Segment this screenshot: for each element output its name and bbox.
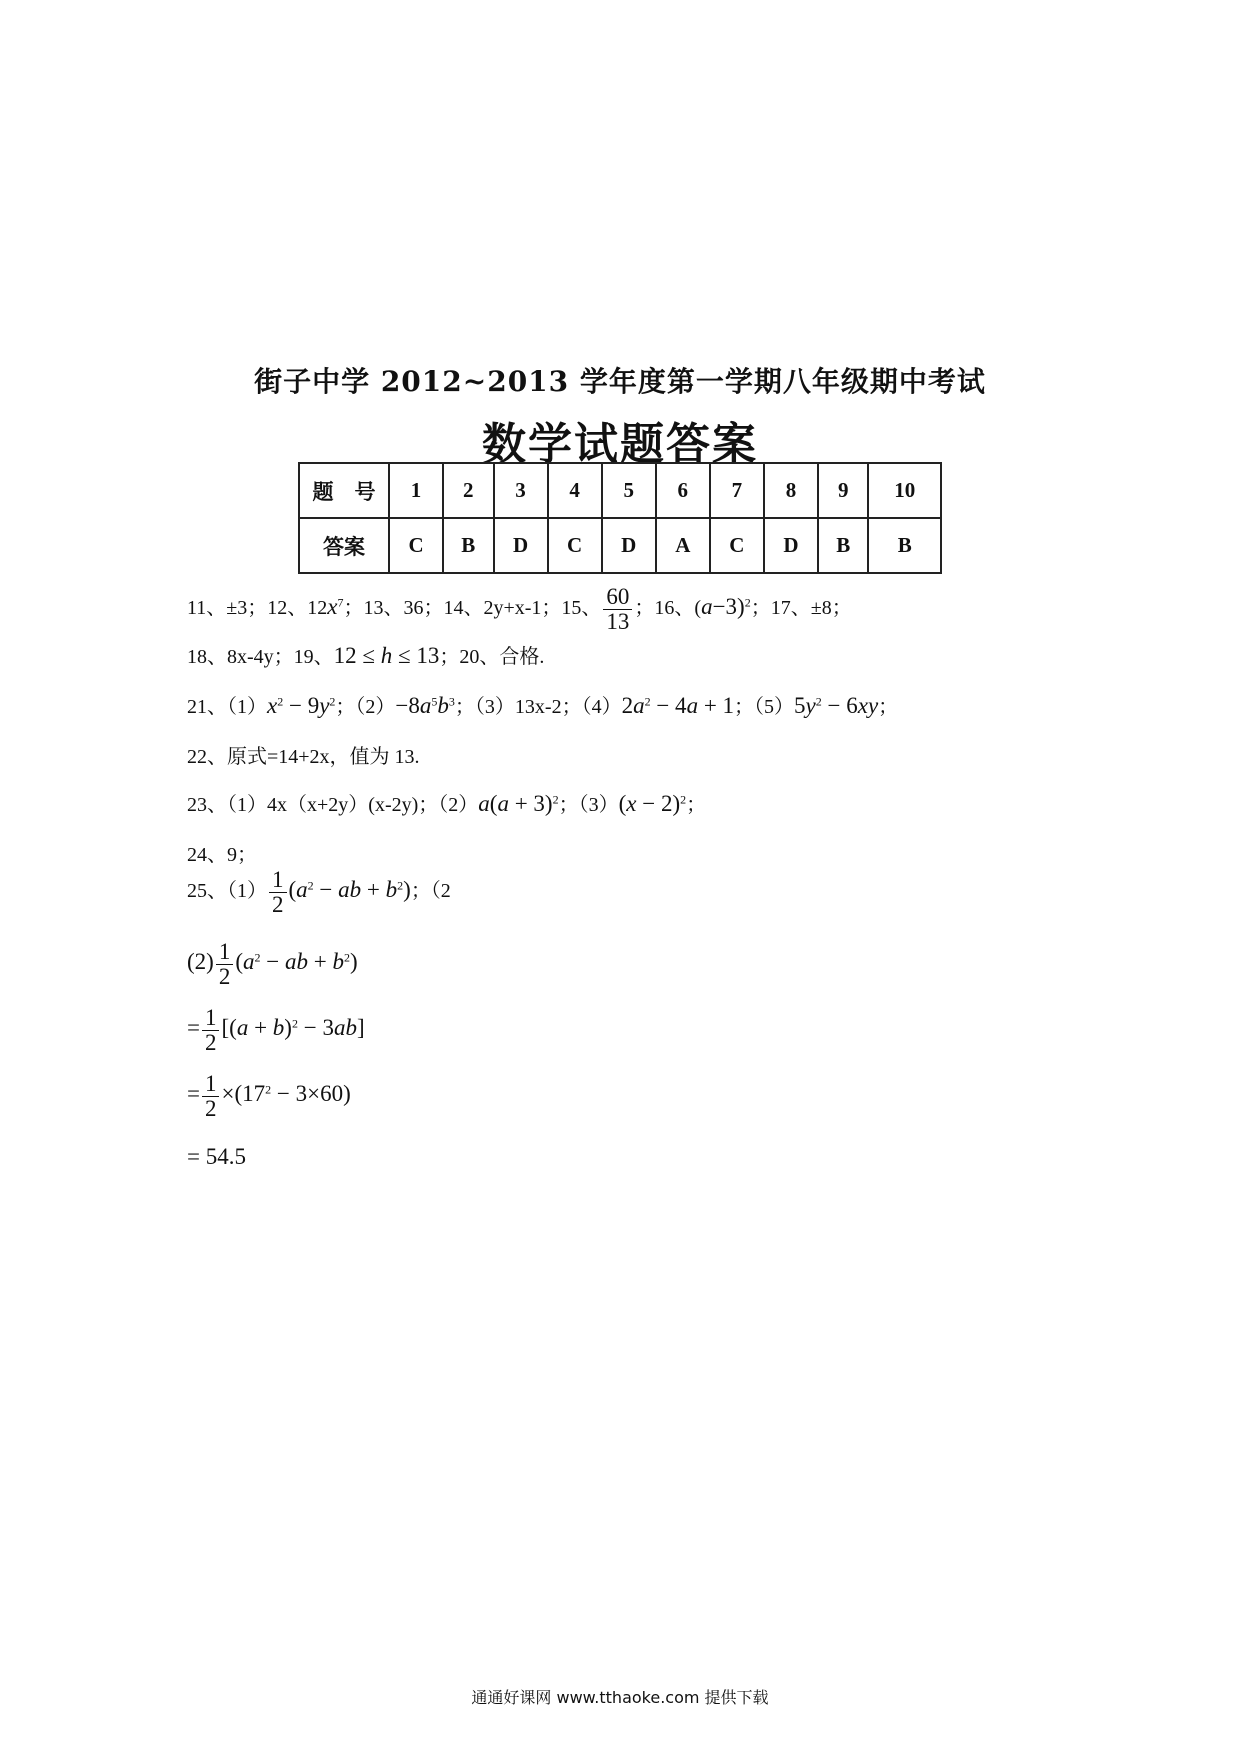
math: − 4 xyxy=(650,693,687,718)
exponent: 2 xyxy=(680,792,687,807)
exponent: 2 xyxy=(343,950,350,965)
math-var: b xyxy=(332,949,344,975)
math: ( xyxy=(618,791,627,816)
math: 2 xyxy=(621,693,634,718)
math-var: xy xyxy=(857,693,879,718)
math: 5 xyxy=(794,693,806,718)
math: − 3×60) xyxy=(271,1081,351,1107)
text: ；（2 xyxy=(410,880,451,903)
text: ；（3）13x-2；（4） xyxy=(454,696,622,718)
exponent: 2 xyxy=(744,595,751,610)
answer-line-22: 22、原式=14+2x，值为 13. xyxy=(187,746,420,768)
math: − xyxy=(313,877,339,903)
exponent: 2 xyxy=(397,878,404,893)
math: ) xyxy=(349,949,358,975)
exponent: 2 xyxy=(291,1016,298,1031)
math: ( xyxy=(235,949,243,975)
table-cell: D xyxy=(764,518,818,573)
derivation-step-1 xyxy=(187,940,358,989)
fraction-numerator: 1 xyxy=(216,940,234,965)
math-var: b xyxy=(272,1015,285,1041)
math: − 2) xyxy=(636,791,681,816)
fraction-numerator: 1 xyxy=(269,868,287,893)
math-var: x xyxy=(327,594,338,620)
text: ；（2） xyxy=(335,696,396,718)
answer-line-18 xyxy=(187,640,544,669)
exponent: 7 xyxy=(337,595,344,610)
math-var: ab xyxy=(284,949,308,975)
row-label-number: 题 号 xyxy=(299,463,389,518)
fraction-numerator: 60 xyxy=(603,585,632,610)
math-var: y xyxy=(319,693,330,718)
math-var: x xyxy=(267,693,278,718)
math: − 6 xyxy=(821,693,858,718)
table-cell: D xyxy=(602,518,656,573)
math: + 1 xyxy=(698,693,735,718)
fraction-denominator: 13 xyxy=(606,609,630,635)
math-var: y xyxy=(805,693,816,718)
derivation-step-3 xyxy=(187,1072,351,1121)
math: 12 ≤ xyxy=(333,643,381,668)
math: + 3) xyxy=(508,791,553,816)
fraction-numerator: 1 xyxy=(202,1006,220,1031)
answer-table xyxy=(298,462,942,574)
math: ) xyxy=(284,1015,292,1041)
exponent: 2 xyxy=(329,694,336,709)
fraction-denominator: 2 xyxy=(272,892,284,918)
exponent: 2 xyxy=(307,878,314,893)
exponent: 2 xyxy=(277,694,284,709)
exponent: 2 xyxy=(254,950,261,965)
math-var: a xyxy=(296,877,308,903)
math-var: a xyxy=(633,693,645,718)
text: 11、±3；12、12 xyxy=(187,597,328,620)
math-var: ab xyxy=(338,877,362,903)
fraction xyxy=(216,940,234,989)
math: − xyxy=(260,949,285,975)
exponent: 5 xyxy=(431,694,438,709)
math-var: a xyxy=(497,791,509,816)
math: [( xyxy=(221,1015,237,1041)
exponent: 2 xyxy=(552,792,559,807)
math-var: a xyxy=(478,791,490,816)
table-cell: B xyxy=(443,518,493,573)
table-cell: 6 xyxy=(656,463,710,518)
exponent: 2 xyxy=(265,1082,272,1097)
text: ；13、36；14、2y+x-1；15、 xyxy=(343,597,602,620)
math-var: x xyxy=(626,791,637,816)
math: + xyxy=(361,877,386,903)
table-cell: B xyxy=(818,518,868,573)
text: ； xyxy=(686,794,707,816)
text: ；17、±8； xyxy=(750,597,852,620)
math: ( xyxy=(288,877,297,903)
answer-line-23 xyxy=(187,788,706,817)
table-cell: 1 xyxy=(389,463,443,518)
math-var: a xyxy=(701,594,713,620)
table-row-numbers xyxy=(299,463,941,518)
math-var: b xyxy=(437,693,449,718)
text: ；（3） xyxy=(558,794,619,816)
table-cell: 4 xyxy=(548,463,602,518)
table-cell: 5 xyxy=(602,463,656,518)
math: ≤ 13 xyxy=(392,643,440,668)
exponent: 2 xyxy=(644,694,651,709)
text: ； xyxy=(878,696,899,718)
math: (2) xyxy=(187,949,214,975)
math-var: a xyxy=(243,949,255,975)
answer-line-11 xyxy=(187,585,852,634)
fraction xyxy=(202,1072,220,1121)
text: 25、（1） xyxy=(187,880,267,903)
math: ) xyxy=(403,877,411,903)
table-cell: D xyxy=(494,518,548,573)
math: ( xyxy=(489,791,498,816)
table-cell: C xyxy=(389,518,443,573)
text: ；（5） xyxy=(734,696,795,718)
math: −3) xyxy=(712,594,745,620)
table-cell: B xyxy=(868,518,941,573)
fraction-denominator: 2 xyxy=(218,964,231,990)
row-label-answer: 答案 xyxy=(299,518,389,573)
answer-line-21 xyxy=(187,690,898,719)
math: −8 xyxy=(395,693,420,718)
exponent: 3 xyxy=(448,694,455,709)
text: ；16、( xyxy=(634,597,702,620)
text: 23、（1）4x（x+2y）(x-2y)；（2） xyxy=(187,794,479,816)
text: ；20、合格. xyxy=(439,646,545,668)
fraction-denominator: 2 xyxy=(204,1030,217,1056)
table-cell: C xyxy=(710,518,764,573)
table-cell: A xyxy=(656,518,710,573)
math: = xyxy=(187,1081,200,1107)
footer-credit: 通通好课网 www.tthaoke.com 提供下载 xyxy=(471,1688,769,1707)
fraction-numerator: 1 xyxy=(202,1072,220,1097)
math-var: a xyxy=(236,1015,249,1041)
table-cell: 2 xyxy=(443,463,493,518)
document-subtitle: 数学试题答案 xyxy=(482,419,758,470)
math-var: h xyxy=(380,643,393,668)
table-cell: 9 xyxy=(818,463,868,518)
fraction xyxy=(202,1006,220,1055)
math: + xyxy=(307,949,333,975)
table-cell: C xyxy=(548,518,602,573)
answer-line-24: 24、9； xyxy=(187,844,257,866)
math: ×(17 xyxy=(221,1081,266,1107)
derivation-step-2 xyxy=(187,1006,365,1055)
math-var: ab xyxy=(333,1015,357,1041)
table-cell: 7 xyxy=(710,463,764,518)
math: + xyxy=(248,1015,273,1041)
math: ] xyxy=(356,1015,365,1041)
math: = xyxy=(187,1015,200,1041)
answer-line-25 xyxy=(187,868,451,917)
document-title: 街子中学 2012~2013 学年度第一学期八年级期中考试 xyxy=(254,365,986,398)
math-var: b xyxy=(385,877,398,903)
fraction xyxy=(603,585,632,634)
table-cell: 10 xyxy=(868,463,941,518)
text: 21、（1） xyxy=(187,696,267,718)
table-cell: 8 xyxy=(764,463,818,518)
fraction-denominator: 2 xyxy=(204,1096,217,1122)
exponent: 2 xyxy=(815,694,822,709)
derivation-result: = 54.5 xyxy=(187,1144,246,1169)
math: − 9 xyxy=(283,693,320,718)
math-var: a xyxy=(419,693,432,718)
math-var: a xyxy=(686,693,699,718)
table-cell: 3 xyxy=(494,463,548,518)
fraction xyxy=(269,868,287,917)
math: − 3 xyxy=(297,1015,334,1041)
table-row-answers xyxy=(299,518,941,573)
text: 18、8x-4y；19、 xyxy=(187,646,334,668)
